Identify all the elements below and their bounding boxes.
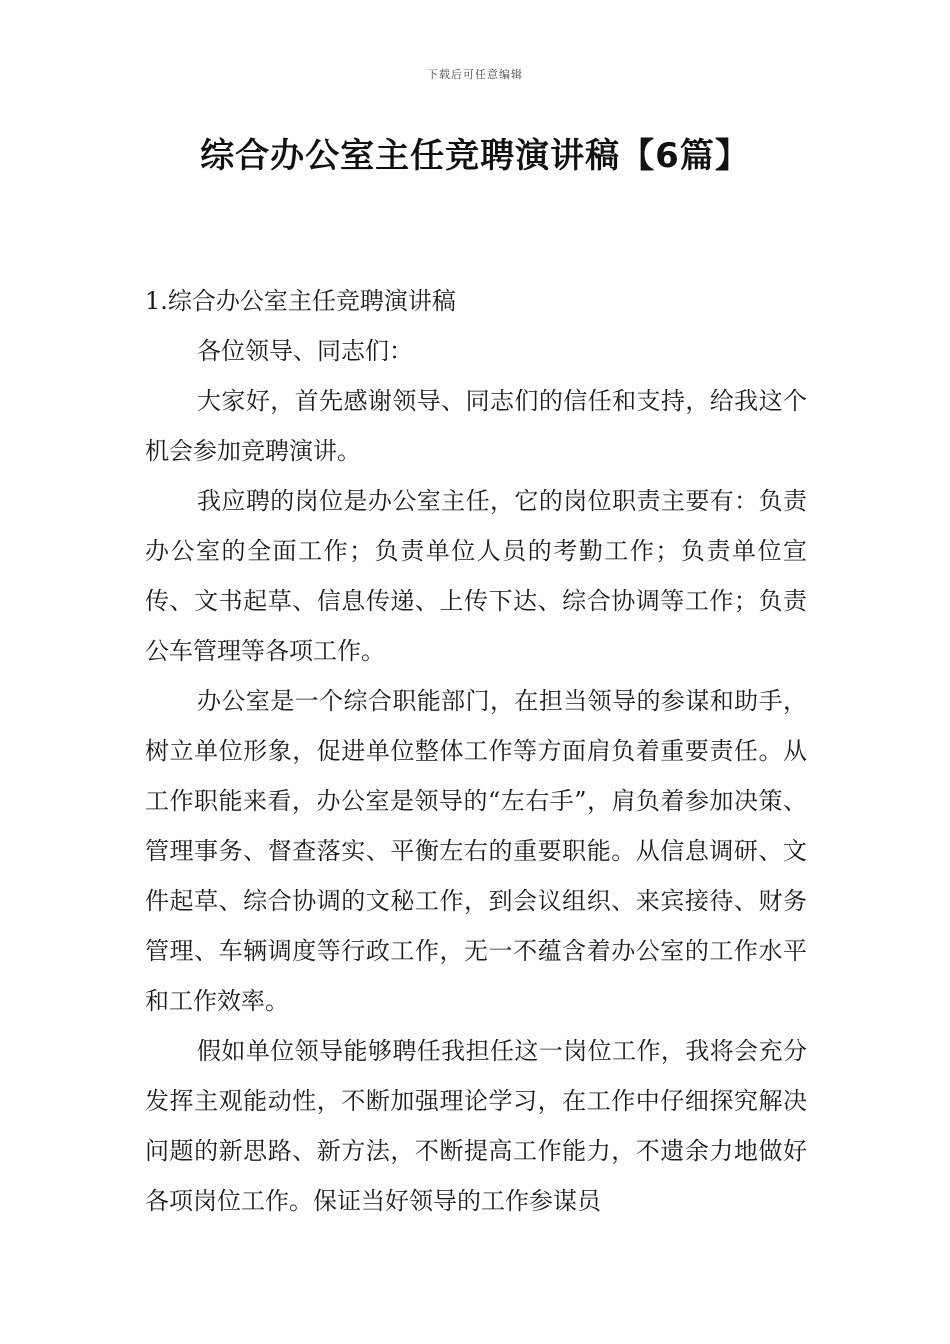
header-note: 下载后可任意编辑 bbox=[427, 68, 523, 81]
document-body bbox=[145, 276, 807, 1226]
paragraph-greeting: 大家好，首先感谢领导、同志们的信任和支持，给我这个机会参加竞聘演讲。 bbox=[145, 387, 807, 465]
paragraph-job-duties: 我应聘的岗位是办公室主任，它的岗位职责主要有：负责办公室的全面工作；负责单位人员的考勤工作；负责单位宣传、文书起草、信息传递、上传下达、综合协调等工作；负责公车管理等各项工作。 bbox=[145, 487, 807, 665]
section-heading: 1.综合办公室主任竞聘演讲稿 bbox=[145, 287, 456, 315]
paragraph-office-role: 办公室是一个综合职能部门，在担当领导的参谋和助手，树立单位形象，促进单位整体工作等方面肩负着重要责任。从工作职能来看，办公室是领导的“左右手”，肩负着参加决策、管理事务、督查落实、平衡左右的重要职能。从信息调研、文件起草、综合协调的文秘工作，到会议组织、来宾接待、财务管理、车辆调度等行政工作，无一不蕴含着办公室的工作水平和工作效率。 bbox=[145, 687, 807, 1015]
paragraph-salutation: 各位领导、同志们： bbox=[197, 337, 413, 365]
document-title: 综合办公室主任竞聘演讲稿【6篇】 bbox=[200, 136, 750, 176]
paragraph-commitment: 假如单位领导能够聘任我担任这一岗位工作，我将会充分发挥主观能动性，不断加强理论学习，在工作中仔细探究解决问题的新思路、新方法，不断提高工作能力，不遗余力地做好各项岗位工作。保证当好领导的工作参谋员 bbox=[145, 1037, 807, 1215]
